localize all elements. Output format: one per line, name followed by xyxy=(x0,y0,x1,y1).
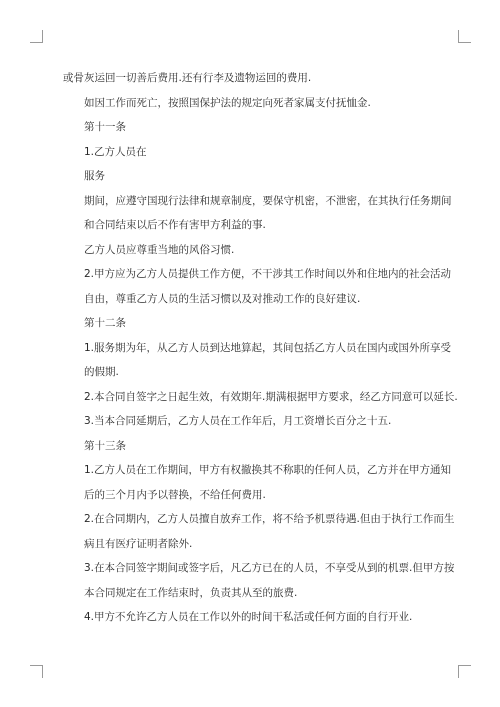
article-heading: 第十一条 xyxy=(63,121,126,133)
text-line: 3.在本合同签字期间或签字后，凡乙方已在的人员，不享受从到的机票.但甲方按 xyxy=(63,562,455,574)
text-line: 2.在合同期内，乙方人员擅自放弃工作，将不给予机票待遇.但由于执行工作而生 xyxy=(63,513,455,525)
crop-mark-top-left xyxy=(30,30,43,43)
text-line: 或骨灰运回一切善后费用.还有行李及遗物运回的费用. xyxy=(63,72,312,84)
article-heading: 第十二条 xyxy=(63,317,126,329)
text-line: 和合同结束以后不作有害甲方利益的事. xyxy=(63,219,266,231)
crop-mark-top-right xyxy=(458,30,471,43)
text-line: 期间，应遵守国现行法律和规章制度，要保守机密，不泄密，在其执行任务期间 xyxy=(63,194,452,207)
text-line: 2.本合同自签字之日起生效，有效期年.期满根据甲方要求，经乙方同意可以延长. xyxy=(63,390,458,403)
crop-mark-bottom-right xyxy=(458,665,471,678)
text-line: 病且有医疗证明者除外. xyxy=(63,537,193,550)
article-heading: 第十三条 xyxy=(63,439,126,452)
document-body xyxy=(63,66,458,630)
text-line: 3.当本合同延期后，乙方人员在工作年后，月工资增长百分之十五. xyxy=(63,415,392,427)
text-line: 1.乙方人员在工作期间，甲方有权撤换其不称职的任何人员，乙方并在甲方通知 xyxy=(63,464,452,476)
text-line: 后的三个月内予以替换，不给任何费用. xyxy=(63,488,266,501)
text-line: 1.乙方人员在 xyxy=(63,145,147,158)
text-line: 服务 xyxy=(63,170,105,182)
text-line: 如因工作而死亡，按照国保护法的规定向死者家属支付抚恤金. xyxy=(63,96,371,109)
text-line: 自由，尊重乙方人员的生活习惯以及对推动工作的良好建议. xyxy=(63,292,361,305)
text-line: 乙方人员应尊重当地的风俗习惯. xyxy=(63,243,235,256)
text-line: 的假期. xyxy=(63,366,119,378)
text-line: 本合同规定在工作结束时，负责其从至的旅费. xyxy=(63,586,298,599)
text-line: 1.服务期为年，从乙方人员到达地算起，其间包括乙方人员在国内或国外所享受 xyxy=(63,341,452,354)
text-line: 2.甲方应为乙方人员提供工作方便，不干涉其工作时间以外和住地内的社会活动 xyxy=(63,268,452,280)
text-line: 4.甲方不允许乙方人员在工作以外的时间干私活或任何方面的自行开业. xyxy=(63,611,413,623)
crop-mark-bottom-left xyxy=(30,665,43,678)
